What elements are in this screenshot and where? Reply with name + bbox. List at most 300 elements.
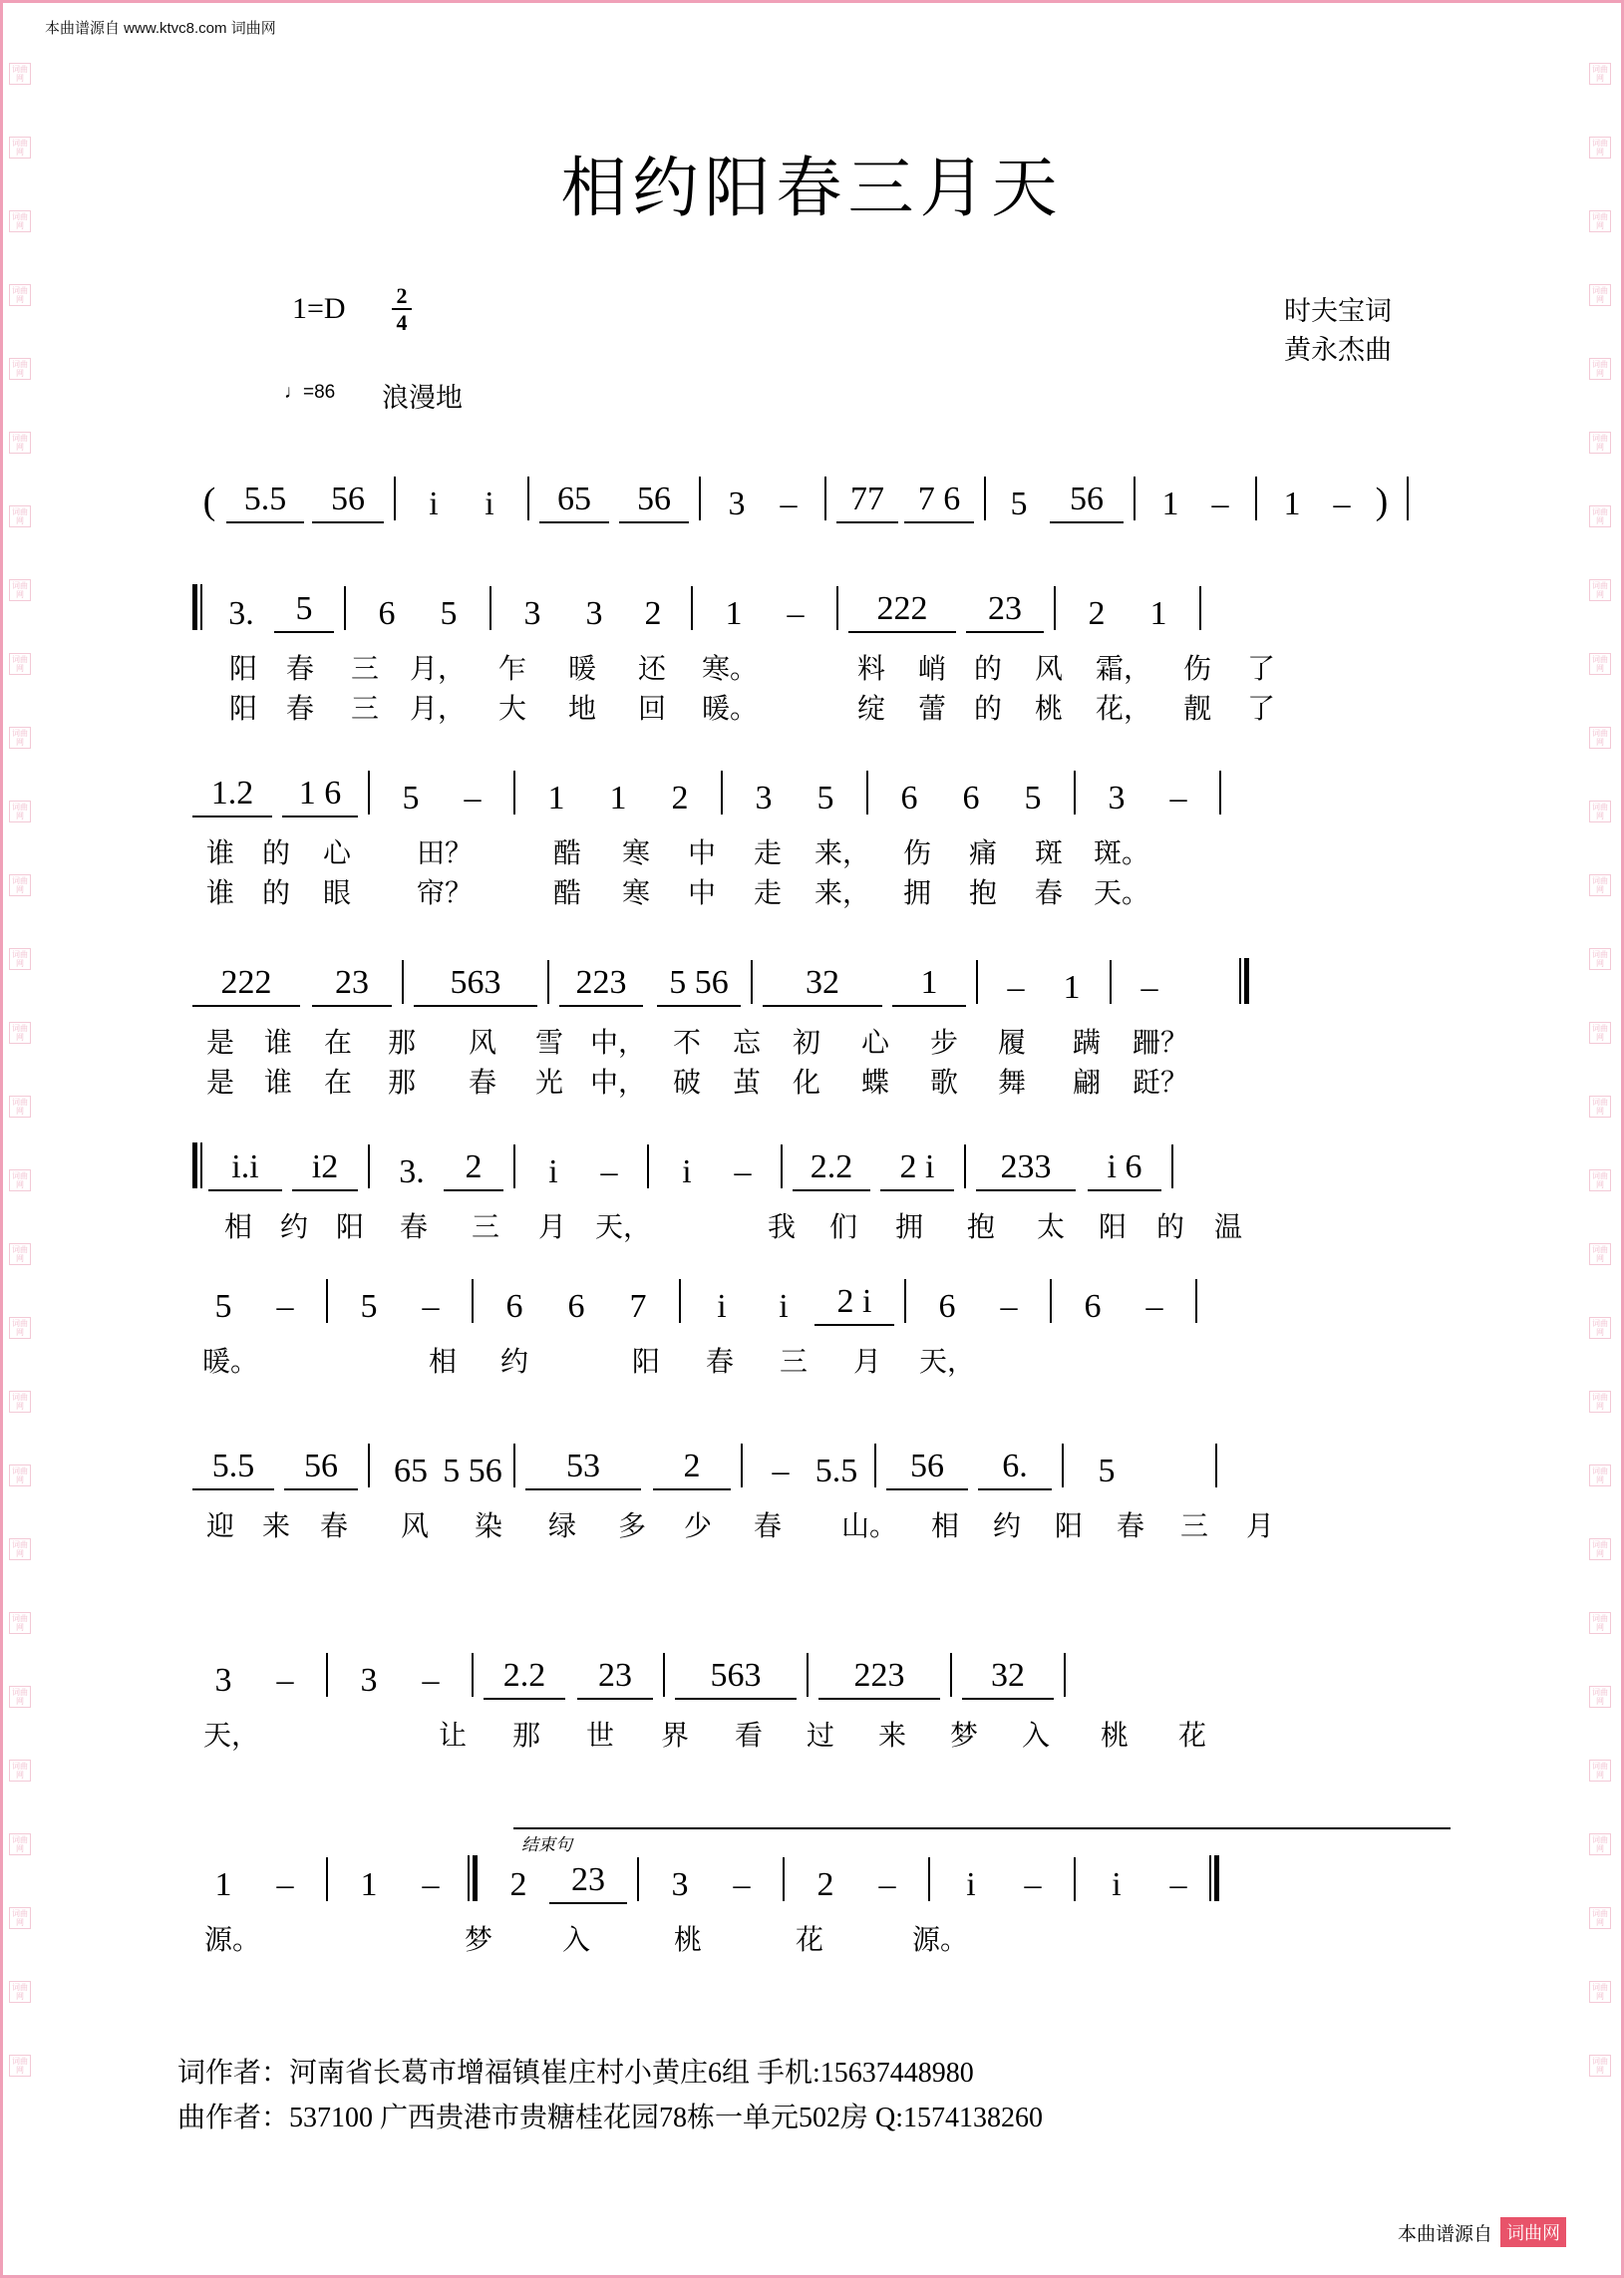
lyric: 蝶 [860, 1068, 889, 1099]
note: – [600, 1153, 618, 1190]
barline [368, 1444, 370, 1487]
barline [513, 771, 515, 814]
note: 65 [539, 481, 609, 523]
barline [691, 586, 693, 630]
barline [807, 1653, 809, 1697]
lyric: 走 [753, 878, 782, 909]
composer-contact: 曲作者：537100 广西贵港市贵糖桂花园78栋一单元502房 Q:1574138260 [177, 2102, 1044, 2133]
lyrics-verse-2 [192, 871, 1444, 911]
barline [1050, 1279, 1052, 1323]
lyric: 抱 [966, 1212, 995, 1243]
note: 2 [444, 1148, 503, 1191]
watermark-column-left [9, 63, 35, 2245]
note: – [1145, 1288, 1163, 1325]
note: i [717, 1288, 727, 1325]
watermark-box: 词曲网 [9, 579, 31, 601]
note: 56 [284, 1448, 358, 1490]
lyric: 界 [660, 1721, 689, 1752]
watermark-box: 词曲网 [9, 801, 31, 822]
watermark-box: 词曲网 [9, 358, 31, 380]
watermark-box: 词曲网 [1589, 1317, 1611, 1339]
barline [1074, 1857, 1076, 1901]
barline [513, 1444, 515, 1487]
lyric: 痛 [968, 838, 997, 869]
system-verse-1 [192, 581, 1444, 727]
barline [326, 1279, 328, 1323]
note: – [1140, 969, 1158, 1006]
lyric: 谁 [205, 878, 234, 909]
note: 1 [214, 1866, 232, 1903]
note: 2 i [814, 1283, 894, 1326]
lyric: 桃 [673, 1925, 702, 1956]
watermark-box: 词曲网 [9, 1760, 31, 1782]
lyric: 天， [918, 1347, 975, 1378]
tempo-marking: ♩=86 [284, 382, 336, 403]
notes-row [192, 1648, 1444, 1700]
lyric: 回 [637, 694, 666, 725]
note: 5 [1024, 780, 1042, 816]
lyric: 乍 [497, 654, 526, 685]
watermark-column-right [1589, 63, 1615, 2245]
watermark-box: 词曲网 [9, 137, 31, 159]
note: 2.2 [484, 1657, 565, 1700]
lyric: 暖 [567, 654, 596, 685]
watermark-box: 词曲网 [1589, 1243, 1611, 1265]
watermark-box: 词曲网 [1589, 432, 1611, 454]
lyric: 花， [1095, 694, 1151, 725]
barline [637, 1857, 639, 1901]
system-chorus-4 [192, 1648, 1444, 1754]
note: 1 [1063, 969, 1081, 1006]
note: – [422, 1866, 440, 1903]
lyric: 拥 [902, 878, 931, 909]
note: – [734, 1153, 752, 1190]
lyric: 阳 [631, 1347, 660, 1378]
note: 222 [192, 964, 300, 1007]
watermark-box: 词曲网 [1589, 1022, 1611, 1044]
watermark-box: 词曲网 [9, 653, 31, 675]
watermark-box: 词曲网 [1589, 505, 1611, 527]
lyric: 拥 [894, 1212, 923, 1243]
note: 56 [619, 481, 689, 523]
note: 223 [559, 964, 643, 1007]
watermark-box: 词曲网 [1589, 1538, 1611, 1560]
lyric: 山。 [840, 1511, 897, 1542]
lyric: 歌 [929, 1068, 958, 1099]
note: – [422, 1662, 440, 1699]
lyric: 谁 [205, 838, 234, 869]
barline [1215, 1444, 1217, 1487]
lyric: 看 [734, 1721, 763, 1752]
barline [513, 1144, 515, 1188]
watermark-box: 词曲网 [1589, 63, 1611, 85]
note: 1 6 [282, 775, 358, 817]
lyric: 来， [813, 878, 870, 909]
lyric: 眼 [322, 878, 351, 909]
barline [1062, 1444, 1064, 1487]
lyric: 忘 [732, 1028, 761, 1059]
source-note: 本曲谱源自 www.ktvc8.com 词曲网 [45, 20, 276, 37]
lyric: 来 [877, 1721, 906, 1752]
lyric: 跚？ [1132, 1028, 1188, 1059]
barline [647, 1144, 649, 1188]
watermark-box: 词曲网 [1589, 1907, 1611, 1929]
note: – [878, 1866, 896, 1903]
lyric: 伤 [1182, 654, 1211, 685]
lyric: 中， [589, 1068, 646, 1099]
lyric: 阳 [1098, 1212, 1127, 1243]
lyric: 蹒 [1072, 1028, 1101, 1059]
lyric: 多 [617, 1511, 646, 1542]
lyrics-chorus-3 [192, 1504, 1444, 1544]
note: 23 [549, 1861, 627, 1904]
watermark-box: 词曲网 [1589, 653, 1611, 675]
notes-row [192, 1439, 1444, 1490]
lyric: 相 [223, 1212, 252, 1243]
note: 7 6 [904, 481, 974, 523]
lyric: 雪 [534, 1028, 563, 1059]
note: 3 [523, 595, 541, 632]
notes-row [192, 581, 1444, 633]
lyric: 三 [1179, 1511, 1208, 1542]
note: 5 [360, 1288, 378, 1325]
watermark-box: 词曲网 [1589, 801, 1611, 822]
barline [824, 477, 826, 520]
lyric: 谁 [263, 1028, 292, 1059]
watermark-box: 词曲网 [1589, 727, 1611, 749]
lyric: 三 [350, 694, 379, 725]
note: 1 [547, 780, 565, 816]
note: 1 [725, 595, 743, 632]
lyric: 峭 [917, 654, 946, 685]
lyric: 来 [261, 1511, 290, 1542]
lyric: 的 [1155, 1212, 1184, 1243]
note: 3 [755, 780, 773, 816]
lyric: 履 [997, 1028, 1026, 1059]
note: 6 [1084, 1288, 1102, 1325]
lyric: 料 [856, 654, 885, 685]
watermark-box: 词曲网 [9, 1686, 31, 1708]
note: 1 [1149, 595, 1167, 632]
note: 6 [962, 780, 980, 816]
composer: 黄永杰曲 [1284, 335, 1392, 366]
lyric: 寒。 [701, 654, 758, 685]
lyric: 帘？ [416, 878, 473, 909]
lyric: 在 [323, 1068, 352, 1099]
watermark-box: 词曲网 [9, 1243, 31, 1265]
lyric: 入 [1021, 1721, 1050, 1752]
system-chorus-3 [192, 1439, 1444, 1544]
lyric: 春 [1034, 878, 1063, 909]
note: 6 [900, 780, 918, 816]
expression-marking: 浪漫地 [382, 383, 463, 413]
lyric: 约 [499, 1347, 528, 1378]
barline [326, 1653, 328, 1697]
lyric: 梦 [949, 1721, 978, 1752]
barline [783, 1857, 785, 1901]
note: i 6 [1088, 1148, 1161, 1191]
note: – [276, 1288, 294, 1325]
note: 23 [966, 590, 1044, 633]
watermark-box: 词曲网 [1589, 948, 1611, 970]
lyric: 抱 [968, 878, 997, 909]
system-chorus-2 [192, 1274, 1444, 1380]
lyric: 桃 [1100, 1721, 1129, 1752]
note: i [1112, 1866, 1122, 1903]
lyric: 不 [672, 1028, 701, 1059]
bottom-source-note [1398, 2217, 1566, 2247]
watermark-box: 词曲网 [9, 2055, 31, 2077]
lyric: 心 [860, 1028, 889, 1059]
lyric: 走 [753, 838, 782, 869]
lyric: 春 [1116, 1511, 1144, 1542]
note: – [772, 1453, 790, 1489]
note: – [1024, 1866, 1042, 1903]
note: 563 [675, 1657, 797, 1700]
note: 56 [886, 1448, 968, 1490]
watermark-box: 词曲网 [9, 1464, 31, 1486]
lyric: 寒 [621, 838, 650, 869]
note: 5 [816, 780, 834, 816]
barline [904, 1279, 906, 1323]
note: 5 [274, 590, 334, 633]
lyric: 们 [828, 1212, 857, 1243]
lyric: 斑 [1034, 838, 1063, 869]
notes-row [192, 955, 1444, 1007]
lyric: 暖。 [201, 1347, 258, 1378]
lyric: 伤 [902, 838, 931, 869]
lyric: 春 [468, 1068, 496, 1099]
notes-row [192, 1139, 1444, 1191]
lyric: 源。 [203, 1925, 260, 1956]
barline [326, 1857, 328, 1901]
note: – [1007, 969, 1025, 1006]
note: i2 [292, 1148, 358, 1191]
barline [699, 477, 701, 520]
note: 23 [577, 1657, 653, 1700]
lyric: 三 [471, 1212, 499, 1243]
lyric: 春 [753, 1511, 782, 1542]
lyric: 月 [852, 1347, 881, 1378]
lyricist: 时夫宝词 [1284, 296, 1392, 326]
note: 5.5 [192, 1448, 274, 1490]
note: 3 [214, 1662, 232, 1699]
lyric: 那 [511, 1721, 540, 1752]
note: – [1000, 1288, 1018, 1325]
note: 223 [818, 1657, 940, 1700]
lyric: 了 [1246, 654, 1275, 685]
watermark-box: 词曲网 [1589, 1612, 1611, 1634]
barline [964, 1144, 966, 1188]
watermark-box: 词曲网 [1589, 874, 1611, 896]
lyric: 月 [537, 1212, 566, 1243]
note: 2 i [880, 1148, 954, 1191]
lyrics-verse-2 [192, 687, 1444, 727]
lyric: 是 [205, 1028, 234, 1059]
lyrics-verse-1 [192, 831, 1444, 871]
note: 6. [978, 1448, 1052, 1490]
lyric: 月， [409, 694, 466, 725]
lyric: 霜， [1095, 654, 1151, 685]
lyric: 还 [637, 654, 666, 685]
barline [344, 586, 346, 630]
barline [984, 477, 986, 520]
note: 3 [360, 1662, 378, 1699]
note: 233 [976, 1148, 1076, 1191]
note: 5 [402, 780, 420, 816]
barline [1064, 1653, 1066, 1697]
note: – [1211, 486, 1229, 522]
note: 6 [938, 1288, 956, 1325]
system-chorus-1 [192, 1139, 1444, 1245]
barline [368, 1144, 370, 1188]
watermark-box: 词曲网 [1589, 210, 1611, 232]
lyrics-chorus-1 [192, 1205, 1444, 1245]
note: 2.2 [793, 1148, 870, 1191]
lyric: 阳 [228, 654, 257, 685]
watermark-box: 词曲网 [9, 1538, 31, 1560]
note: 2 [509, 1866, 527, 1903]
lyric: 春 [319, 1511, 348, 1542]
credits [1284, 292, 1392, 370]
note: – [780, 486, 798, 522]
watermark-box: 词曲网 [9, 432, 31, 454]
notes-row [192, 766, 1444, 817]
watermark-box: 词曲网 [1589, 1760, 1611, 1782]
lyric: 初 [792, 1028, 820, 1059]
note: – [1333, 486, 1351, 522]
note: 2 [644, 595, 662, 632]
note: 2 [1088, 595, 1106, 632]
note: 3 [1108, 780, 1126, 816]
lyric: 绽 [856, 694, 885, 725]
barline [489, 586, 491, 630]
system-verse-3 [192, 955, 1444, 1101]
note: 6 [505, 1288, 523, 1325]
system-ending [192, 1852, 1444, 1958]
lyric: 酷 [552, 838, 581, 869]
lyric: 的 [973, 654, 1002, 685]
notes-row [192, 1274, 1444, 1326]
lyric: 阳 [1054, 1511, 1083, 1542]
note: i.i [208, 1148, 282, 1191]
note: 222 [848, 590, 956, 633]
barline [394, 477, 396, 520]
lyric: 心 [322, 838, 351, 869]
meter-numerator: 2 [396, 283, 408, 308]
lyrics-verse-1 [192, 647, 1444, 687]
ending-section-label: 结束句 [521, 1835, 572, 1854]
note: – [276, 1866, 294, 1903]
lyrics-verse-1 [192, 1021, 1444, 1061]
lyric: 那 [387, 1028, 416, 1059]
note: i [429, 486, 439, 522]
note: 5 [1098, 1453, 1116, 1489]
repeat-end-barline [1233, 958, 1249, 1004]
lyric: 的 [973, 694, 1002, 725]
lyric: 的 [261, 878, 290, 909]
lyric: 地 [567, 694, 596, 725]
barline [1134, 477, 1136, 520]
watermark-box: 词曲网 [1589, 2055, 1611, 2077]
lyric: 谁 [263, 1068, 292, 1099]
lyric: 来， [813, 838, 870, 869]
watermark-box: 词曲网 [9, 1317, 31, 1339]
lyric: 花 [1177, 1721, 1206, 1752]
barline [547, 960, 549, 1004]
note: 56 [1050, 481, 1124, 523]
barline [1255, 477, 1257, 520]
lyric: 化 [792, 1068, 820, 1099]
note: 32 [763, 964, 882, 1007]
watermark-box: 词曲网 [1589, 284, 1611, 306]
watermark-box: 词曲网 [9, 1169, 31, 1191]
lyric: 少 [683, 1511, 712, 1542]
lyric: 舞 [997, 1068, 1026, 1099]
note: 5 56 [657, 964, 741, 1007]
lyric: 天。 [1093, 878, 1149, 909]
note: 3. [228, 595, 254, 632]
watermark-box: 词曲网 [9, 727, 31, 749]
watermark-box: 词曲网 [9, 63, 31, 85]
lyric: 了 [1246, 694, 1275, 725]
note: i [485, 486, 494, 522]
watermark-box: 词曲网 [9, 1391, 31, 1413]
barline [663, 1653, 665, 1697]
note: 32 [962, 1657, 1054, 1700]
note: 65 [394, 1453, 428, 1489]
repeat-start-barline [192, 584, 208, 630]
note: i [966, 1866, 976, 1903]
lyric: 阳 [335, 1212, 364, 1243]
lyric: 天， [594, 1212, 651, 1243]
note: 1 [609, 780, 627, 816]
lyric: 春 [705, 1347, 734, 1378]
lyric: 入 [561, 1925, 590, 1956]
ending-bracket-line [513, 1827, 1451, 1829]
lyric: 中 [687, 878, 716, 909]
barline [976, 960, 978, 1004]
lyric: 斑。 [1093, 838, 1149, 869]
note: – [422, 1288, 440, 1325]
key-signature: 1=D [292, 292, 346, 325]
bottom-source-text: 本曲谱源自 [1397, 2223, 1492, 2245]
meter-denominator: 4 [396, 310, 408, 336]
barline [472, 1279, 474, 1323]
watermark-box: 词曲网 [9, 210, 31, 232]
barline [874, 1444, 876, 1487]
watermark-box: 词曲网 [9, 1981, 31, 2003]
note: 1 [1283, 486, 1301, 522]
lyric: 步 [929, 1028, 958, 1059]
repeat-end-barline [462, 1855, 478, 1901]
watermark-box: 词曲网 [9, 1096, 31, 1118]
lyric: 是 [205, 1068, 234, 1099]
lyric: 春 [285, 694, 314, 725]
note: – [1169, 780, 1187, 816]
barline [1407, 477, 1409, 520]
barline [1054, 586, 1056, 630]
lyric: 蕾 [917, 694, 946, 725]
note: 6 [567, 1288, 585, 1325]
note: 3 [585, 595, 603, 632]
lyric: 跹？ [1132, 1068, 1188, 1099]
barline [472, 1653, 474, 1697]
lyric: 翩 [1072, 1068, 1101, 1099]
close-paren: ) [1375, 481, 1389, 522]
note: 6 [378, 595, 396, 632]
watermark-box: 词曲网 [1589, 1169, 1611, 1191]
